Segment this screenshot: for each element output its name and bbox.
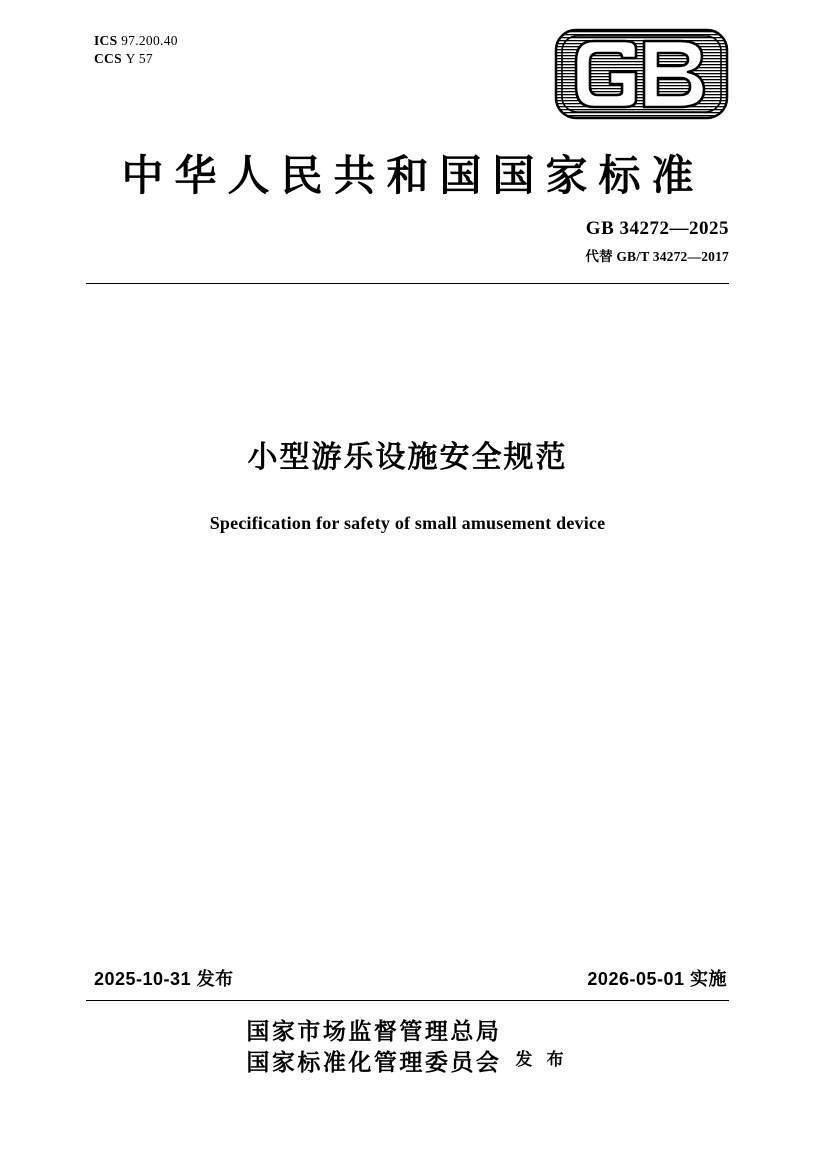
issuer-names <box>246 1016 501 1078</box>
page-title: 中华人民共和国国家标准 <box>121 154 705 200</box>
issuing-authorities <box>0 1016 815 1078</box>
ccs-code-line <box>94 50 178 68</box>
effective-date: 2026-05-01 实施 <box>587 969 727 989</box>
document-title-chinese: 小型游乐设施安全规范 <box>247 441 568 474</box>
divider-bottom <box>86 1000 729 1001</box>
ccs-label: CCS <box>94 51 122 67</box>
issue-date: 2025-10-31 发布 <box>94 969 234 989</box>
standard-number: GB 34272—2025 <box>585 218 729 239</box>
publish-word: 发 布 <box>515 1050 569 1070</box>
ccs-value: Y 57 <box>125 51 153 67</box>
ics-label: ICS <box>94 33 118 48</box>
divider-top <box>86 283 729 284</box>
issuer-line-2: 国家标准化管理委员会 <box>246 1050 502 1076</box>
classification-codes <box>94 32 178 68</box>
gb-logo-icon <box>554 28 729 120</box>
standard-replaces: 代替 GB/T 34272—2017 <box>585 249 729 264</box>
standard-number-block <box>585 218 729 265</box>
document-title-english: Specification for safety of small amusement device <box>209 513 606 533</box>
ics-value: 97.200.40 <box>121 33 178 48</box>
ics-code-line <box>94 32 178 50</box>
issuer-line-1: 国家市场监督管理总局 <box>246 1019 502 1044</box>
